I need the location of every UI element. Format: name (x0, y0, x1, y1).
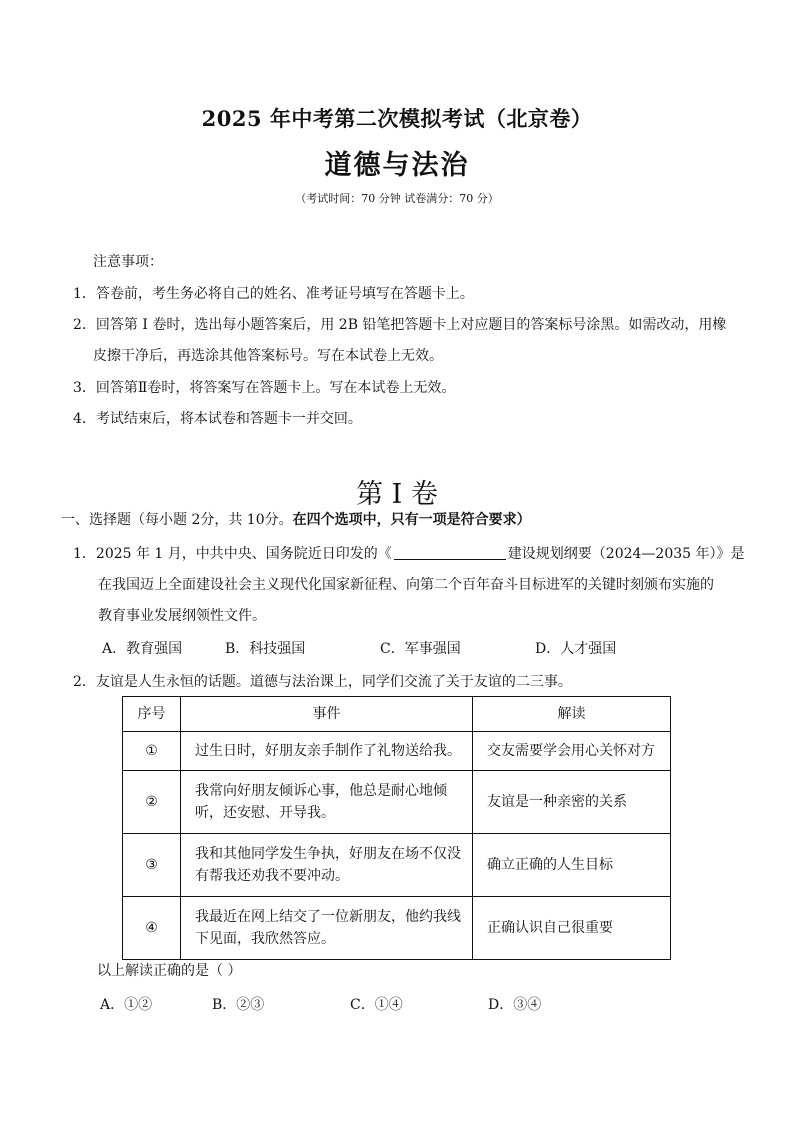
exam-time-info: （考试时间：70 分钟 试卷满分：70 分） (295, 192, 499, 205)
friendship-table (122, 696, 671, 960)
header-number: 序号 (123, 697, 181, 732)
header-interpretation: 解读 (473, 697, 671, 732)
note-item-2-cont: 皮擦干净后，再选涂其他答案标号。写在本试卷上无效。 (93, 348, 443, 364)
table-row (123, 771, 671, 834)
q1-line-3: 教育事业发展纲领性文件。 (98, 608, 266, 624)
row-interpretation: 交友需要学会用心关怀对方 (473, 732, 671, 771)
row-number: ④ (123, 897, 181, 960)
q1-option-b: B．科技强国 (225, 641, 306, 657)
notes-heading: 注意事项： (93, 254, 163, 270)
q2-question: 以上解读正确的是（ ） (97, 963, 242, 979)
row-event: 我常向好朋友倾诉心事，他总是耐心地倾听，还安慰、开导我。 (181, 771, 473, 834)
subject-title: 道德与法治 (324, 150, 470, 181)
section-heading-bold: 在四个选项中，只有一项是符合要求） (292, 512, 531, 528)
row-number: ① (123, 732, 181, 771)
q2-option-c: C．①④ (350, 997, 403, 1013)
q2-option-b: B．②③ (212, 997, 265, 1013)
row-number: ③ (123, 834, 181, 897)
q2-option-d: D．③④ (488, 997, 542, 1013)
row-event: 我最近在网上结交了一位新朋友，他约我线下见面，我欣然答应。 (181, 897, 473, 960)
q1-line-1-b: 建设规划纲要（2024—2035 年）》是 (507, 546, 745, 562)
table-row (123, 897, 671, 960)
table-header-row (123, 697, 671, 732)
row-event: 我和其他同学发生争执，好朋友在场不仅没有帮我还劝我不要冲动。 (181, 834, 473, 897)
exam-title: 2025 年中考第二次模拟考试（北京卷） (201, 106, 593, 131)
row-interpretation: 友谊是一种亲密的关系 (473, 771, 671, 834)
note-item-2: 2．回答第 I 卷时，选出每小题答案后，用 2B 铅笔把答题卡上对应题目的答案标号涂黑。如需改动，用橡 (73, 317, 727, 333)
q1-line-1-a: 1．2025 年 1 月，中共中央、国务院近日印发的《 (73, 546, 392, 562)
q1-option-c: C．军事强国 (380, 641, 461, 657)
volume-title: 第 I 卷 (356, 479, 438, 510)
row-interpretation: 确立正确的人生目标 (473, 834, 671, 897)
q1-blank (394, 546, 506, 560)
header-event: 事件 (181, 697, 473, 732)
q1-line-2: 在我国迈上全面建设社会主义现代化国家新征程、向第二个百年奋斗目标进军的关键时刻颁布实施的 (98, 577, 714, 593)
q2-stem: 2．友谊是人生永恒的话题。道德与法治课上，同学们交流了关于友谊的二三事。 (73, 674, 572, 690)
note-item-4: 4．考试结束后，将本试卷和答题卡一并交回。 (73, 411, 362, 427)
row-event: 过生日时，好朋友亲手制作了礼物送给我。 (181, 732, 473, 771)
table-row (123, 834, 671, 897)
note-item-3: 3．回答第Ⅱ卷时，将答案写在答题卡上。写在本试卷上无效。 (73, 380, 456, 396)
q1-line-1 (73, 545, 745, 563)
section-heading-prefix: 一、选择题（每小题 2分，共 10分。 (61, 512, 293, 528)
q1-option-d: D．人才强国 (535, 641, 617, 657)
section-heading (61, 511, 531, 529)
table-row (123, 732, 671, 771)
q1-option-a: A．教育强国 (102, 641, 183, 657)
note-item-1: 1．答卷前，考生务必将自己的姓名、准考证号填写在答题卡上。 (73, 286, 474, 302)
q2-option-a: A．①② (100, 997, 153, 1013)
row-interpretation: 正确认识自己很重要 (473, 897, 671, 960)
row-number: ② (123, 771, 181, 834)
